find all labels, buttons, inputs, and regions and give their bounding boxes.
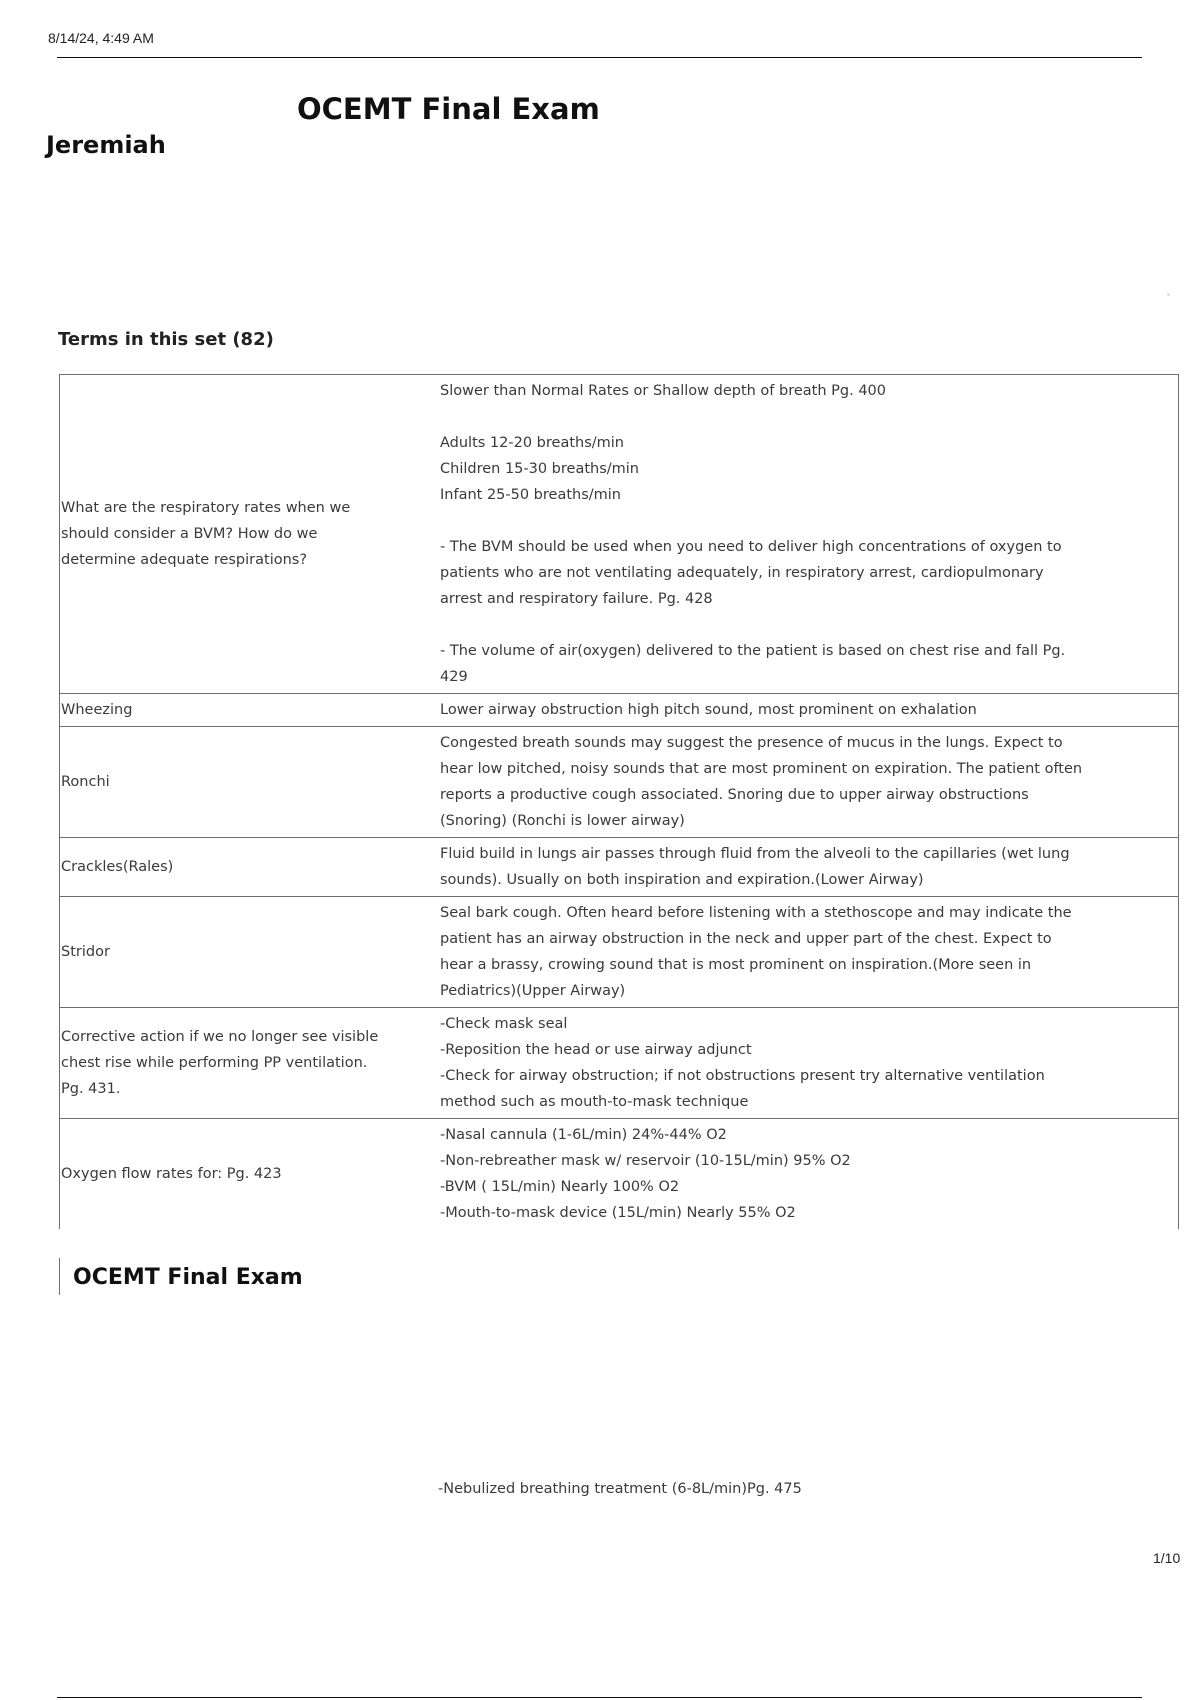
- term-text: chest rise while performing PP ventilation.: [61, 1055, 368, 1071]
- definition-cell: [405, 1119, 1179, 1230]
- term-text: Stridor: [61, 944, 110, 960]
- term-cell: [60, 375, 406, 694]
- definition-text: Fluid build in lungs air passes through fluid from the alveoli to the capillaries (wet lung: [440, 846, 1070, 862]
- definition-text: Seal bark cough. Often heard before listening with a stethoscope and may indicate the: [440, 905, 1072, 921]
- table-row: [60, 375, 1179, 694]
- term-text: Ronchi: [61, 774, 110, 790]
- table-row: [60, 838, 1179, 897]
- definition-text: -Mouth-to-mask device (15L/min) Nearly 55% O2: [440, 1205, 796, 1221]
- definition-text: - The volume of air(oxygen) delivered to the patient is based on chest rise and fall Pg.: [440, 643, 1066, 659]
- term-text: Pg. 431.: [61, 1081, 121, 1097]
- definition-text: Children 15-30 breaths/min: [440, 461, 639, 477]
- terms-count-heading: Terms in this set (82): [58, 329, 274, 350]
- paragraph-gap: [440, 508, 1170, 534]
- term-text: should consider a BVM? How do we: [61, 526, 318, 542]
- page-number: 1/10: [1153, 1550, 1181, 1566]
- header-rule: [57, 57, 1142, 58]
- term-cell: [60, 694, 406, 727]
- definition-text: Infant 25-50 breaths/min: [440, 487, 621, 503]
- term-text: What are the respiratory rates when we: [61, 500, 351, 516]
- author-name: Jeremiah: [46, 131, 166, 159]
- definition-cell: [405, 838, 1179, 897]
- continued-definition-line: -Nebulized breathing treatment (6-8L/min)Pg. 475: [438, 1481, 802, 1497]
- definition-text: -BVM ( 15L/min) Nearly 100% O2: [440, 1179, 680, 1195]
- definition-cell: [405, 375, 1179, 694]
- definition-text: - The BVM should be used when you need to deliver high concentrations of oxygen to: [440, 539, 1062, 555]
- table-row: [60, 1119, 1179, 1230]
- definition-text: arrest and respiratory failure. Pg. 428: [440, 591, 713, 607]
- definition-cell: [405, 1008, 1179, 1119]
- term-text: Wheezing: [61, 702, 133, 718]
- definition-text: reports a productive cough associated. Snoring due to upper airway obstructions: [440, 787, 1029, 803]
- term-text: Crackles(Rales): [61, 859, 174, 875]
- table-row: [60, 897, 1179, 1008]
- definition-text: sounds). Usually on both inspiration and expiration.(Lower Airway): [440, 872, 924, 888]
- definition-cell: [405, 727, 1179, 838]
- term-text: Oxygen flow rates for: Pg. 423: [61, 1166, 282, 1182]
- term-cell: [60, 1008, 406, 1119]
- footer-rule: [57, 1697, 1142, 1698]
- definition-text: -Nasal cannula (1-6L/min) 24%-44% O2: [440, 1127, 727, 1143]
- definition-cell: [405, 694, 1179, 727]
- print-timestamp: 8/14/24, 4:49 AM: [48, 30, 154, 46]
- definition-text: Slower than Normal Rates or Shallow depth of breath Pg. 400: [440, 383, 886, 399]
- term-text: determine adequate respirations?: [61, 552, 308, 568]
- table-row: [60, 727, 1179, 838]
- table-row: [60, 694, 1179, 727]
- definition-text: -Check for airway obstruction; if not obstructions present try alternative ventilation: [440, 1068, 1045, 1084]
- definition-text: Congested breath sounds may suggest the presence of mucus in the lungs. Expect to: [440, 735, 1063, 751]
- definition-text: (Snoring) (Ronchi is lower airway): [440, 813, 685, 829]
- term-cell: [60, 897, 406, 1008]
- running-title: OCEMT Final Exam: [73, 1265, 303, 1290]
- paragraph-gap: [440, 612, 1170, 638]
- table-continuation-border: [59, 1258, 60, 1295]
- definition-cell: [405, 897, 1179, 1008]
- definition-text: patients who are not ventilating adequately, in respiratory arrest, cardiopulmonary: [440, 565, 1044, 581]
- definition-text: -Non-rebreather mask w/ reservoir (10-15L/min) 95% O2: [440, 1153, 851, 1169]
- definition-text: patient has an airway obstruction in the neck and upper part of the chest. Expect to: [440, 931, 1052, 947]
- paragraph-gap: [440, 404, 1170, 430]
- definition-text: hear a brassy, crowing sound that is most prominent on inspiration.(More seen in: [440, 957, 1032, 973]
- definition-text: -Reposition the head or use airway adjunct: [440, 1042, 752, 1058]
- definition-text: 429: [440, 669, 468, 685]
- definition-text: method such as mouth-to-mask technique: [440, 1094, 749, 1110]
- definition-text: hear low pitched, noisy sounds that are most prominent on expiration. The patient often: [440, 761, 1083, 777]
- page-title: OCEMT Final Exam: [297, 92, 600, 126]
- stray-mark: [1167, 293, 1170, 296]
- term-cell: [60, 727, 406, 838]
- term-text: Corrective action if we no longer see visible: [61, 1029, 379, 1045]
- terms-table: [59, 374, 1179, 1229]
- term-cell: [60, 1119, 406, 1230]
- definition-text: Pediatrics)(Upper Airway): [440, 983, 626, 999]
- table-row: [60, 1008, 1179, 1119]
- term-cell: [60, 838, 406, 897]
- definition-text: Adults 12-20 breaths/min: [440, 435, 624, 451]
- definition-text: Lower airway obstruction high pitch sound, most prominent on exhalation: [440, 702, 977, 718]
- definition-text: -Check mask seal: [440, 1016, 568, 1032]
